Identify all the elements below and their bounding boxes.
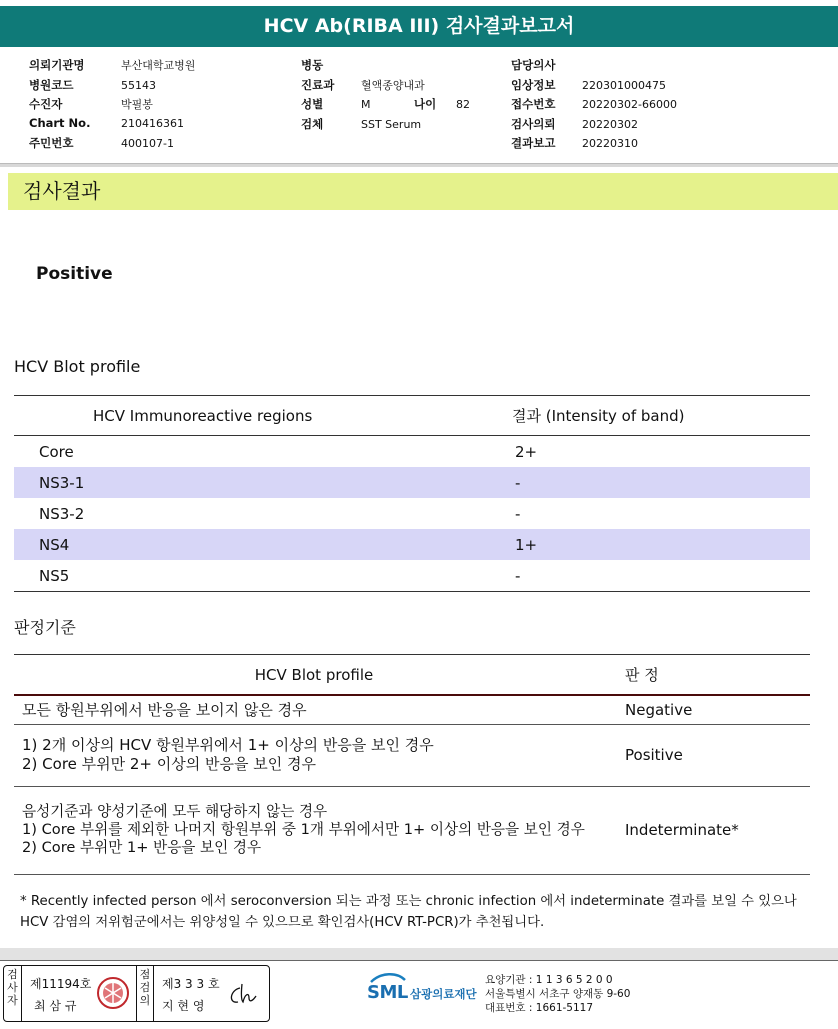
table-row xyxy=(14,786,810,874)
criteria-line: 모든 항원부위에서 반응을 보이지 않은 경우 xyxy=(22,701,307,720)
column-header: HCV Blot profile xyxy=(14,655,623,696)
field-value: 20220302 xyxy=(582,117,638,131)
field-label: 담당의사 xyxy=(511,58,556,72)
field-label: Chart No. xyxy=(29,115,91,130)
criteria-line: 2) Core 부위만 2+ 이상의 반응을 보인 경우 xyxy=(22,755,316,773)
judgement-cell: Positive xyxy=(623,724,810,786)
field-value: 400107-1 xyxy=(121,137,174,150)
criteria-line: 1) Core 부위를 제외한 나머지 항원부위 중 1개 부위에서만 1+ 이상의 반응을 보인 경우 xyxy=(22,821,585,838)
seal-stamp-icon xyxy=(96,976,130,1010)
criteria-cell xyxy=(14,724,623,786)
field-value: SST Serum xyxy=(361,117,422,131)
table-row xyxy=(14,467,810,498)
field-label: 주민번호 xyxy=(29,136,74,150)
report-title: HCV Ab(RIBA III) 검사결과보고서 xyxy=(0,6,838,47)
table-row xyxy=(14,436,810,468)
field-label: 임상정보 xyxy=(511,77,556,92)
criteria-heading: 판정기준 xyxy=(14,618,76,637)
table-header-row xyxy=(14,655,810,696)
column-header: HCV Immunoreactive regions xyxy=(14,396,512,436)
inspector-number: 제3 3 3 호 xyxy=(162,977,220,991)
criteria-cell xyxy=(14,695,623,724)
region-cell: Core xyxy=(39,442,74,461)
examiner-name: 최 삼 규 xyxy=(34,999,77,1013)
field-label: 진료과 xyxy=(301,77,335,92)
field-value: 55143 xyxy=(121,78,156,92)
field-label: 병원코드 xyxy=(29,77,74,92)
field-value: 210416361 xyxy=(121,116,184,130)
field-label: 성별 xyxy=(301,97,324,111)
blot-profile-table xyxy=(14,395,810,592)
region-cell: NS3-2 xyxy=(39,504,85,523)
field-label: 병동 xyxy=(301,58,324,72)
field-label: 검사의뢰 xyxy=(511,116,556,131)
header-divider xyxy=(0,163,838,167)
criteria-line: 음성기준과 양성기준에 모두 해당하지 않는 경우 xyxy=(22,803,328,820)
table-row xyxy=(14,724,810,786)
field-label: 접수번호 xyxy=(511,97,556,111)
table-row xyxy=(14,529,810,560)
footnote: * Recently infected person 에서 seroconversion 되는 과정 또는 chronic infection 에서 indeterminate 결과를 보일 수 있으나 HCV 감염의 저위험군에서는 위양성일 수 있으므로 확인검사(HCV RT-PCR)가 추천됩니다. xyxy=(20,894,797,930)
field-value: M xyxy=(361,98,371,111)
field-label: 결과보고 xyxy=(511,136,556,150)
field-label: 의뢰기관명 xyxy=(29,58,85,72)
criteria-cell xyxy=(14,786,623,874)
address: 서울특별시 서초구 양재동 9-60 xyxy=(485,988,631,1000)
examiner-role: 검사자 xyxy=(4,966,22,1021)
region-cell: NS4 xyxy=(14,529,512,560)
criteria-line: 1) 2개 이상의 HCV 항원부위에서 1+ 이상의 반응을 보인 경우 xyxy=(22,736,434,754)
logo-text: SML xyxy=(367,982,408,1003)
phone-label: 대표번호 xyxy=(485,1002,526,1014)
table-header-row xyxy=(14,396,810,436)
band-result-cell: - xyxy=(515,504,521,523)
signature-icon xyxy=(226,980,262,1010)
result-value: Positive xyxy=(36,264,113,284)
judgement-cell: Indeterminate* xyxy=(623,786,810,874)
field-label: 검체 xyxy=(301,116,324,131)
column-header: 결과 (Intensity of band) xyxy=(512,396,810,436)
field-value: 20220310 xyxy=(582,137,638,150)
table-row xyxy=(14,560,810,592)
field-label: 수진자 xyxy=(29,97,63,111)
field-value: 220301000475 xyxy=(582,78,666,92)
band-result-cell: - xyxy=(512,467,810,498)
code-value: 1 1 3 6 5 2 0 0 xyxy=(535,974,613,986)
field-value: 부산대학교병원 xyxy=(121,59,196,72)
age-label: 나이 xyxy=(414,97,437,111)
inspector-role: 점검의 xyxy=(136,966,154,1021)
info-col-3 xyxy=(511,57,677,155)
criteria-table xyxy=(14,654,810,875)
inspector-name: 지 현 영 xyxy=(162,999,205,1013)
org-name: 삼광의료재단 xyxy=(410,987,477,1001)
phone-value: 1661-5117 xyxy=(535,1002,594,1014)
footer-divider xyxy=(0,948,838,961)
region-cell: NS3-1 xyxy=(14,467,512,498)
section-title: 검사결과 xyxy=(8,173,838,210)
table-row xyxy=(14,498,810,529)
band-result-cell: 2+ xyxy=(515,442,538,461)
code-label: 요양기관 xyxy=(485,974,526,986)
field-value: 박필봉 xyxy=(121,98,153,111)
column-header: 판 정 xyxy=(623,655,810,696)
examiner-number: 제11194호 xyxy=(30,977,92,991)
region-cell: NS5 xyxy=(14,560,512,592)
info-col-2 xyxy=(301,57,470,135)
age-value: 82 xyxy=(456,98,470,111)
signature-box xyxy=(3,965,270,1022)
field-value: 20220302-66000 xyxy=(582,98,677,111)
contact-info: 요양기관 : 1 1 3 6 5 2 0 0 서울특별시 서초구 양재동 9-60 대표번호 : 1661-5117 xyxy=(485,974,631,1014)
judgement-cell: Negative xyxy=(623,695,810,724)
table-row xyxy=(14,695,810,724)
info-col-1 xyxy=(29,57,195,155)
blot-profile-heading: HCV Blot profile xyxy=(14,357,141,376)
field-value: 혈액종양내과 xyxy=(361,78,425,92)
band-result-cell: - xyxy=(512,560,810,592)
band-result-cell: 1+ xyxy=(512,529,810,560)
criteria-line: 2) Core 부위만 1+ 반응을 보인 경우 xyxy=(22,839,262,856)
